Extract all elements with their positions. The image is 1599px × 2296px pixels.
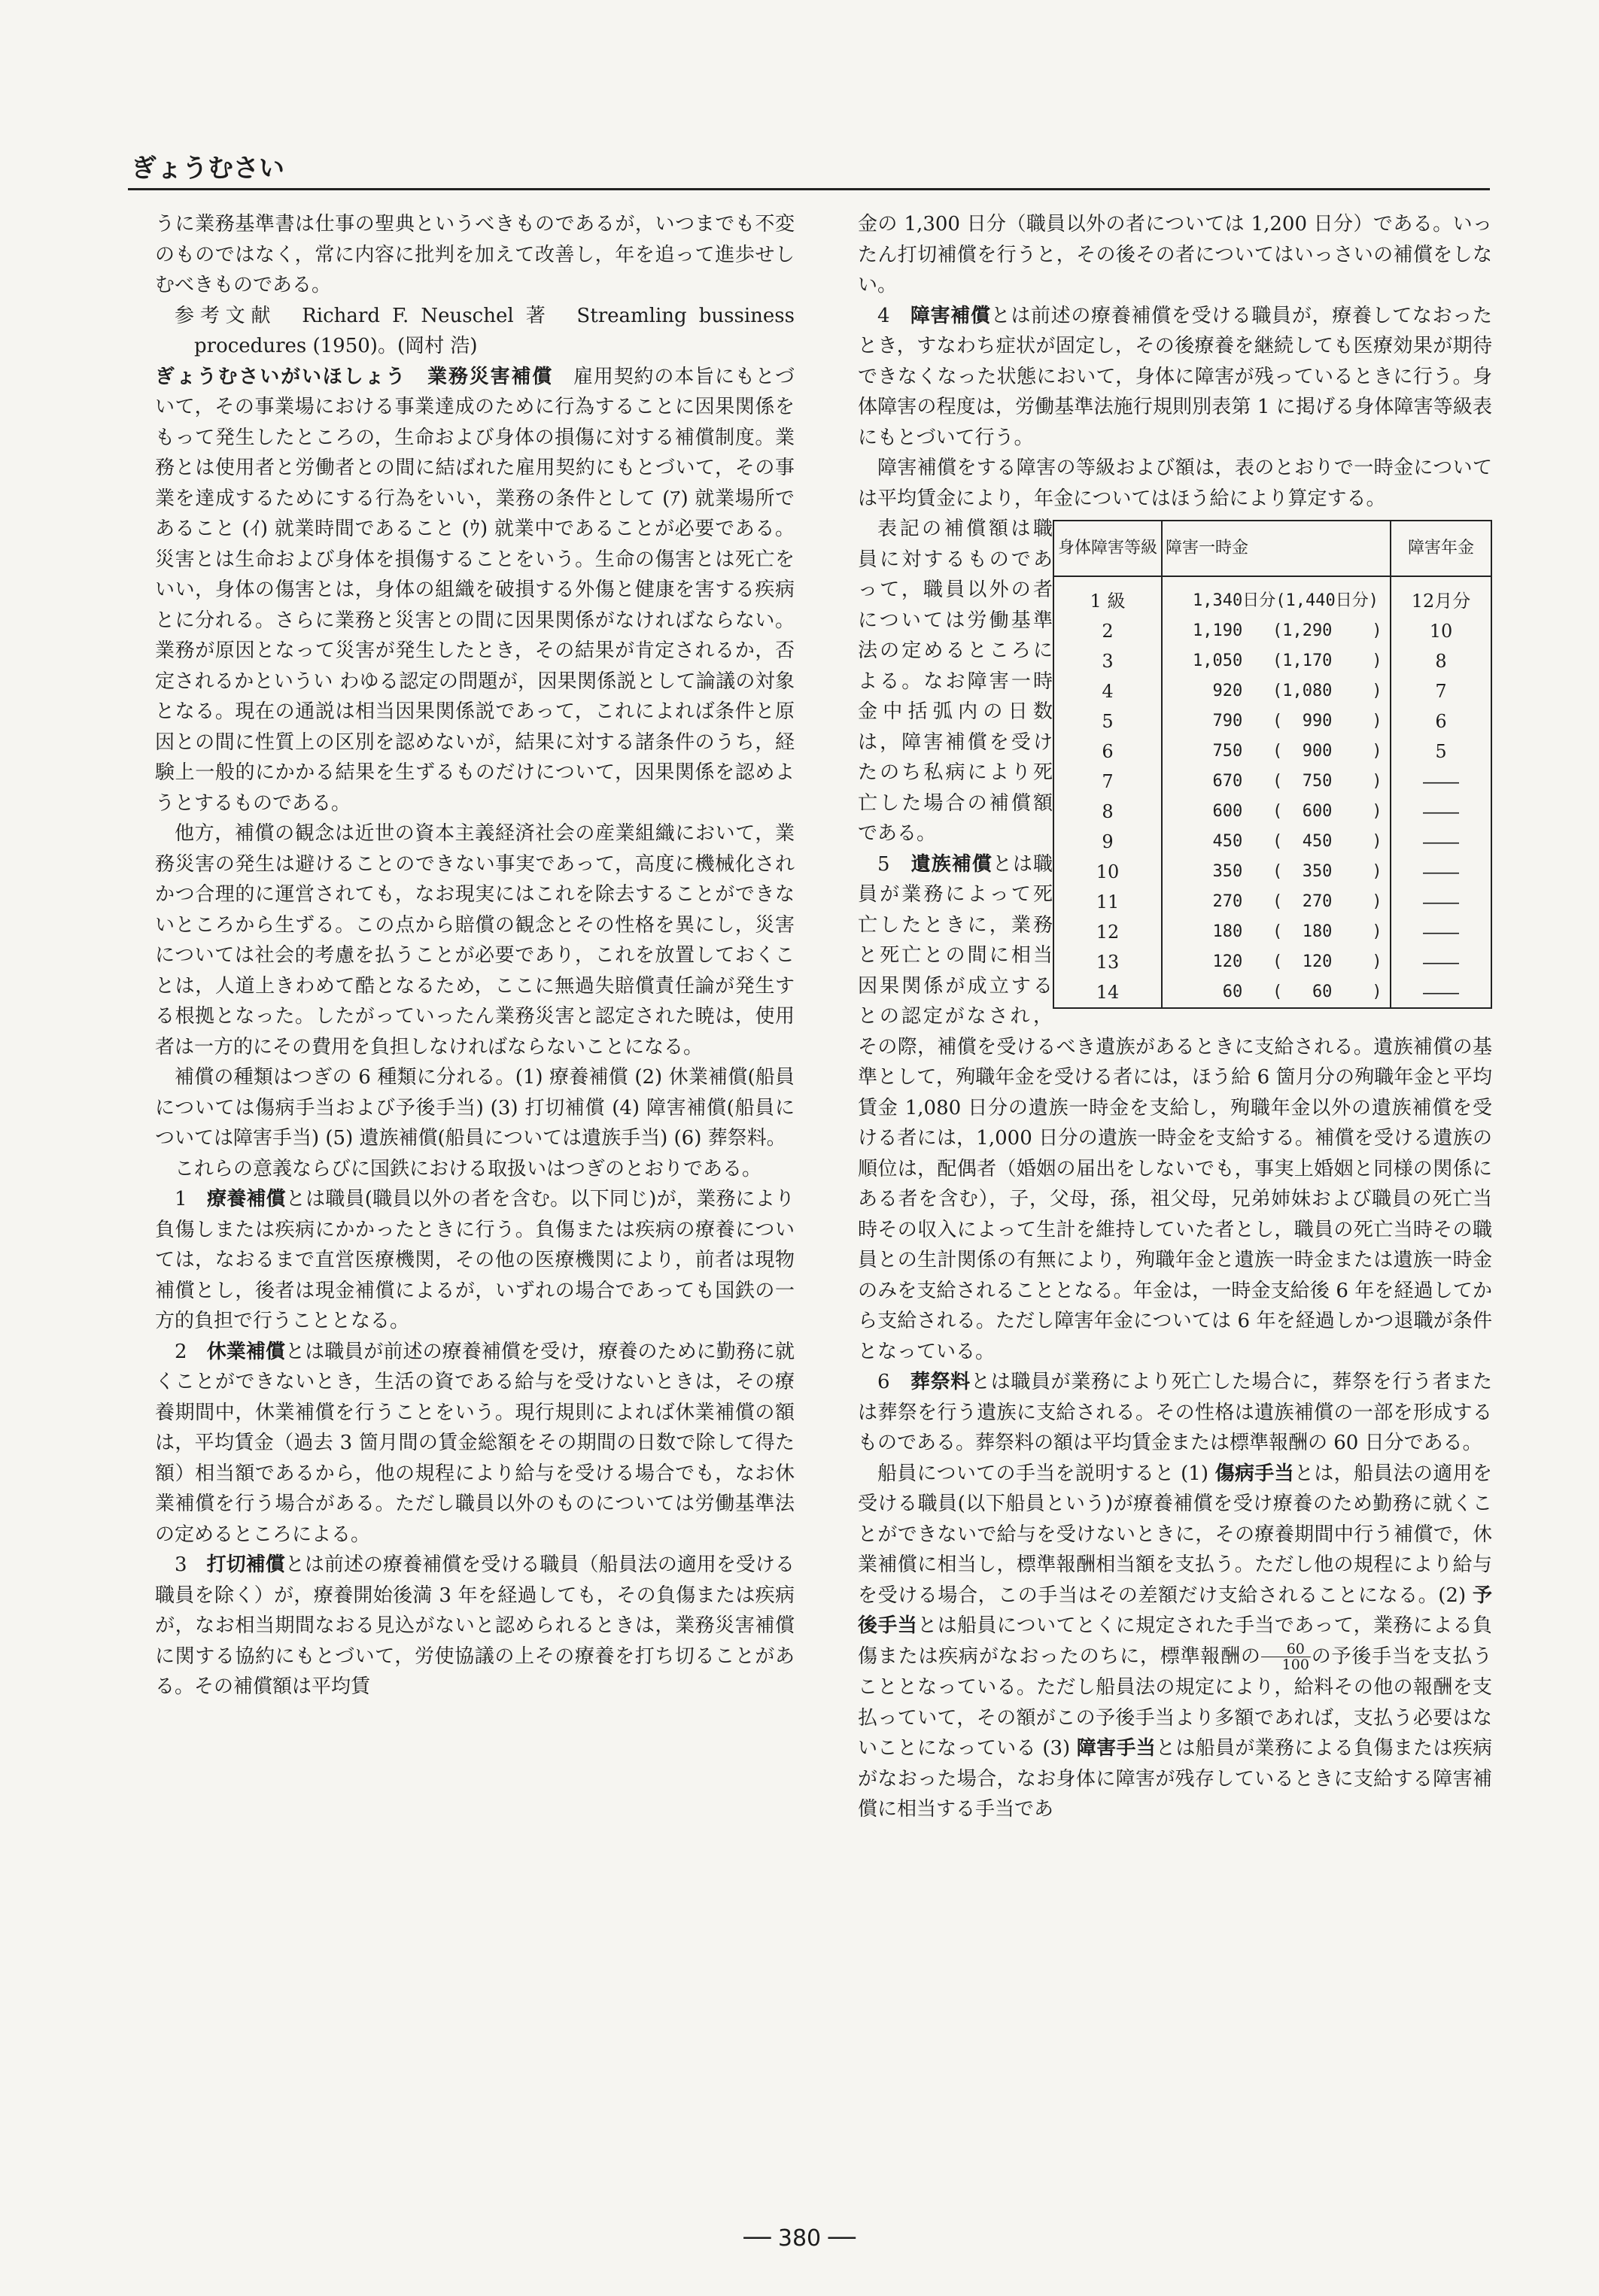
fraction-numerator: 60 [1261,1642,1311,1657]
table-note: 表記の補償額は職員に対するものであって，職員以外の者については労働基準法の定めるところによる。なお障害一時金中括弧内の日数は，障害補償を受けたのち私病により死亡した場合の補償額である。 [858,518,1053,845]
table-cell-grade: 2 [1054,616,1162,646]
table-row [1054,767,1491,797]
text-run: とは船員についてとくに規定された手当であって，業務による負傷または疾病がなおったのちに，標準報酬の [858,1614,1492,1668]
term: 傷病手当 [1214,1462,1294,1485]
item-text: とは職員が業務によって死亡したときに，業務と死亡との間に相当因果関係が成立するとの認定がなされ，その際，補償を受けるべき遺族があるときに支給される。遺族補償の基準として，殉職年金を受ける者には，ほう給 6 箇月分の殉職年金と平均賃金 1,080 日分の遺族一時金を支給し，殉職年金以外の遺族補償を受ける者には，1,000 日分の遺族一時金を支給する。補償を受ける遺族の順位は，配偶者（婚姻の届出をしないでも，事実上婚姻と同様の関係にある者を含む），子，父母，孫，祖父母，兄弟姉妹および職員の死亡当時その収入によって生計を維持していた者とし，職員の死亡当時その職員との生計関係の有無により，殉職年金と遺族一時金または遺族一時金のみを支給されることとなる。年金は，一時金支給後 6 年を経過してから支給される。ただし障害年金については 6 年を経過しかつ退職が条件となっている。 [858,852,1492,1363]
text-run: とは，船員法の適用を受ける職員(以下船員という)が療養補償を受け療養のため勤務に就くことができないで給与を受けないときに，その療養期間中行う補償で，休業補償に相当し，標準報酬相当額を支払う。ただし他の規程により給与を受ける場合，この手当はその差額だけ支給されることになる。(2) [858,1462,1492,1607]
right-column [858,209,1492,1825]
table-cell-lump-sum: 180 ( 180 ) [1193,922,1382,941]
left-column [155,209,795,1702]
paragraph [155,1337,795,1550]
item-text: とは前述の療養補償を受ける職員が，療養してなおったとき，すなわち症状が固定し，その後療養を継続しても医療効果が期待できなくなった状態において，身体に障害が残っているときに行う。身体障害の程度は，労働基準法施行規則別表第 1 に掲げる身体障害等級表にもとづいて行う。 [858,304,1492,449]
table-body [1054,576,1491,1007]
table-cell-grade: 7 [1054,767,1162,797]
table-cell-pension: ―― [1391,977,1491,1007]
item-text: とは職員(職員以外の者を含む。以下同じ)が，業務により負傷しまたは疾病にかかったときに行う。負傷または疾病の療養については，なおるまで直営医療機関，その他の医療機関により，前者は現物補償とし，後者は現金補償によるが，いずれの場合であっても国鉄の一方的負担で行うこととなる。 [155,1188,795,1332]
term: 障害手当 [1076,1737,1157,1760]
table-cell-grade: 10 [1054,857,1162,887]
table-row [1054,947,1491,977]
table-cell-lump-sum: 790 ( 990 ) [1193,712,1382,730]
table-header-pension: 障害年金 [1391,521,1491,576]
paragraph: うに業務基準書は仕事の聖典というべきものであるが，いつまでも不変のものではなく，常に内容に批判を加えて改善し，年を追って進歩せしむべきものである。 [155,213,795,296]
table-cell-lump-sum: 1,340日分(1,440日分) [1193,591,1379,610]
table-cell-pension: 6 [1391,706,1491,736]
paragraph: 障害補償をする障害の等級および額は，表のとおりで一時金については平均賃金により，年金についてはほう給により算定する。 [858,457,1492,510]
table-cell-pension: 8 [1391,646,1491,676]
table-cell-lump-sum: 670 ( 750 ) [1193,772,1382,791]
table-cell-lump-sum: 600 ( 600 ) [1193,802,1382,821]
item-text: とは職員が業務により死亡した場合に，葬祭を行う者または葬祭を行う遺族に支給される。その性格は遺族補償の一部を形成するものである。葬祭料の額は平均賃金または標準報酬の 60 日分である。 [858,1371,1492,1454]
table-cell-lump-sum: 60 ( 60 ) [1193,982,1382,1001]
running-header: ぎょうむさい [131,153,284,184]
item-text: とは職員が前述の療養補償を受け，療養のために勤務に就くことができないとき，生活の資である給与を受けないときは，その療養期間中，休業補償を行うことをいう。現行規則によれば休業補償の額は，平均賃金（過去 3 箇月間の賃金総額をその期間の日数で除して得た額）相当額であるから，他の規程により給与を受ける場合でも，なお休業補償を行う場合がある。ただし職員以外のものについては労働基準法の定めるところによる。 [155,1340,795,1546]
table-cell-lump-sum: 1,190 (1,290 ) [1193,621,1382,640]
table-cell-grade: 12 [1054,917,1162,947]
paragraph [155,1550,795,1702]
item-text: とは前述の療養補償を受ける職員（船員法の適用を受ける職員を除く）が，療養開始後満 3 年を経過しても，その負傷または疾病が，なお相当期間なおる見込がないと認められるときは，業務災害補償に関する協約にもとづいて，労使協議の上その療養を打ち切ることがある。その補償額は平均賃 [155,1553,795,1698]
table-cell-pension: 5 [1391,736,1491,767]
disability-compensation-table [1053,520,1492,1009]
table-cell-grade: 5 [1054,706,1162,736]
paragraph [858,1459,1492,1825]
table-row [1054,797,1491,827]
item-number: 2 [175,1340,207,1363]
table-row [1054,887,1491,917]
table-row [1054,576,1491,616]
paragraph: 金の 1,300 日分（職員以外の者については 1,200 日分）である。いったん打切補償を行うと，その後その者についてはいっさいの補償をしない。 [858,213,1492,296]
paragraph [858,301,1492,454]
table-cell-grade: 6 [1054,736,1162,767]
table-cell-pension: ―― [1391,797,1491,827]
entry-headword: ぎょうむさいがいほしょう 業務災害補償 [155,365,554,388]
paragraph [155,1184,795,1337]
table-cell-grade: 9 [1054,827,1162,857]
table-cell-lump-sum: 1,050 (1,170 ) [1193,651,1382,670]
table-row [1054,616,1491,646]
table-cell-grade: 1 級 [1054,576,1162,616]
term: 遺族補償 [910,852,993,876]
table-cell-grade: 14 [1054,977,1162,1007]
table-cell-lump-sum: 120 ( 120 ) [1193,952,1382,971]
table-cell-pension: ―― [1391,947,1491,977]
text-run: 船員についての手当を説明すると (1) [877,1462,1215,1485]
header-rule [128,188,1490,190]
table-cell-grade: 3 [1054,646,1162,676]
table-cell-lump-sum: 450 ( 450 ) [1193,832,1382,851]
table-header-lump-sum: 障害一時金 [1162,521,1391,576]
table-row [1054,646,1491,676]
table-row [1054,827,1491,857]
entry-text: 雇用契約の本旨にもとづいて，その事業場における事業達成のために行為することに因果関係をもって発生したところの，生命および身体の損傷に対する補償制度。業務とは使用者と労働者との間に結ばれた雇用契約にもとづいて，その事業を達成するためにする行為をいい，業務の条件として (ｱ) 就業場所であること (ｲ) 就業時間であること (ｳ) 就業中であることが必要である。災害とは生命および身体を損傷することをいう。生命の傷害とは死亡をいい，身体の傷害とは，身体の組織を破損する外傷と健康を害する疾病とに分れる。さらに業務と災害との間に因果関係がなければならない。業務が原因となって災害が発生したとき，その結果が肯定されるか，否定されるかというい わゆる認定の問題が，因果関係説として論議の対象となる。現在の通説は相当因果関係説であって，これによれば条件と原因との間に性質上の区別を認めないが，結果に対する諸条件のうち，経験上一般的にかかる結果を生ずるものだけについて，因果関係を認めようとするものである。 [155,365,795,815]
term: 打切補償 [206,1553,285,1576]
table-cell-pension: ―― [1391,767,1491,797]
paragraph: 他方，補償の観念は近世の資本主義経済社会の産業組織において，業務災害の発生は避けることのできない事実であって，高度に機械化されかつ合理的に運営されても，なお現実にはこれを除去することができないところから生ずる。この点から賠償の観念とその性格を異にし，災害については社会的考慮を払うことが必要であり，これを放置しておくことは，人道上きわめて酷となるため，ここに無過失賠償責任論が発生する根拠となった。したがっていったん業務災害と認定された暁は，使用者は一方的にその費用を負担しなければならないことになる。 [155,822,795,1058]
term: 予後手当 [858,1584,1492,1637]
table-cell-pension: 12月分 [1391,576,1491,616]
paragraph [858,1367,1492,1459]
term: 休業補償 [206,1340,286,1363]
table-cell-grade: 13 [1054,947,1162,977]
term: 障害補償 [910,304,991,327]
paragraph: これらの意義ならびに国鉄における取扱いはつぎのとおりである。 [175,1157,762,1180]
term: 葬祭料 [910,1371,971,1393]
table-cell-grade: 8 [1054,797,1162,827]
item-number: 1 [175,1188,207,1210]
table-cell-lump-sum: 270 ( 270 ) [1193,892,1382,911]
table-cell-pension: ―― [1391,917,1491,947]
table-cell-pension: 10 [1391,616,1491,646]
item-number: 4 [877,304,910,327]
item-number: 6 [877,1371,910,1393]
table-row [1054,676,1491,706]
fraction-denominator: 100 [1281,1657,1309,1673]
fraction [1261,1642,1311,1672]
table-cell-grade: 11 [1054,887,1162,917]
table-row [1054,736,1491,767]
table-row [1054,917,1491,947]
page-number: ── 380 ── [743,2225,856,2252]
term: 療養補償 [207,1188,286,1210]
text-run: の予後手当を支払うこととなっている。ただし船員法の規定により，給料その他の報酬を支払っていて，その額がこの予後手当より多額であれば，支払う必要はないことになっている (3) [858,1645,1492,1760]
table-cell-lump-sum: 750 ( 900 ) [1193,742,1382,761]
text-run: とは船員が業務による負傷または疾病がなおった場合，なお身体に障害が残存しているときに支給する障害補償に相当する手当であ [858,1737,1492,1821]
item-number: 5 [877,852,911,876]
table-cell-pension: 7 [1391,676,1491,706]
table-cell-pension: ―― [1391,827,1491,857]
table-row [1054,706,1491,736]
table-cell-pension: ―― [1391,857,1491,887]
table-header-grade: 身体障害等級 [1054,521,1162,576]
table-row [1054,977,1491,1007]
entry-paragraph [155,362,795,819]
paragraph: 補償の種類はつぎの 6 種類に分れる。(1) 療養補償 (2) 休業補償(船員については傷病手当および予後手当) (3) 打切補償 (4) 障害補償(船員については障害手当) (5) 遺族補償(船員については遺族手当) (6) 葬祭料。 [155,1066,795,1150]
table-cell-lump-sum: 920 (1,080 ) [1193,682,1382,700]
reference-note: 参考文献 Richard F. Neuschel 著 Streamling bussiness procedures (1950)。(岡村 浩) [175,304,795,357]
table-cell-grade: 4 [1054,676,1162,706]
table-cell-pension: ―― [1391,887,1491,917]
item-number: 3 [175,1553,207,1576]
table-row [1054,857,1491,887]
table-cell-lump-sum: 350 ( 350 ) [1193,862,1382,881]
